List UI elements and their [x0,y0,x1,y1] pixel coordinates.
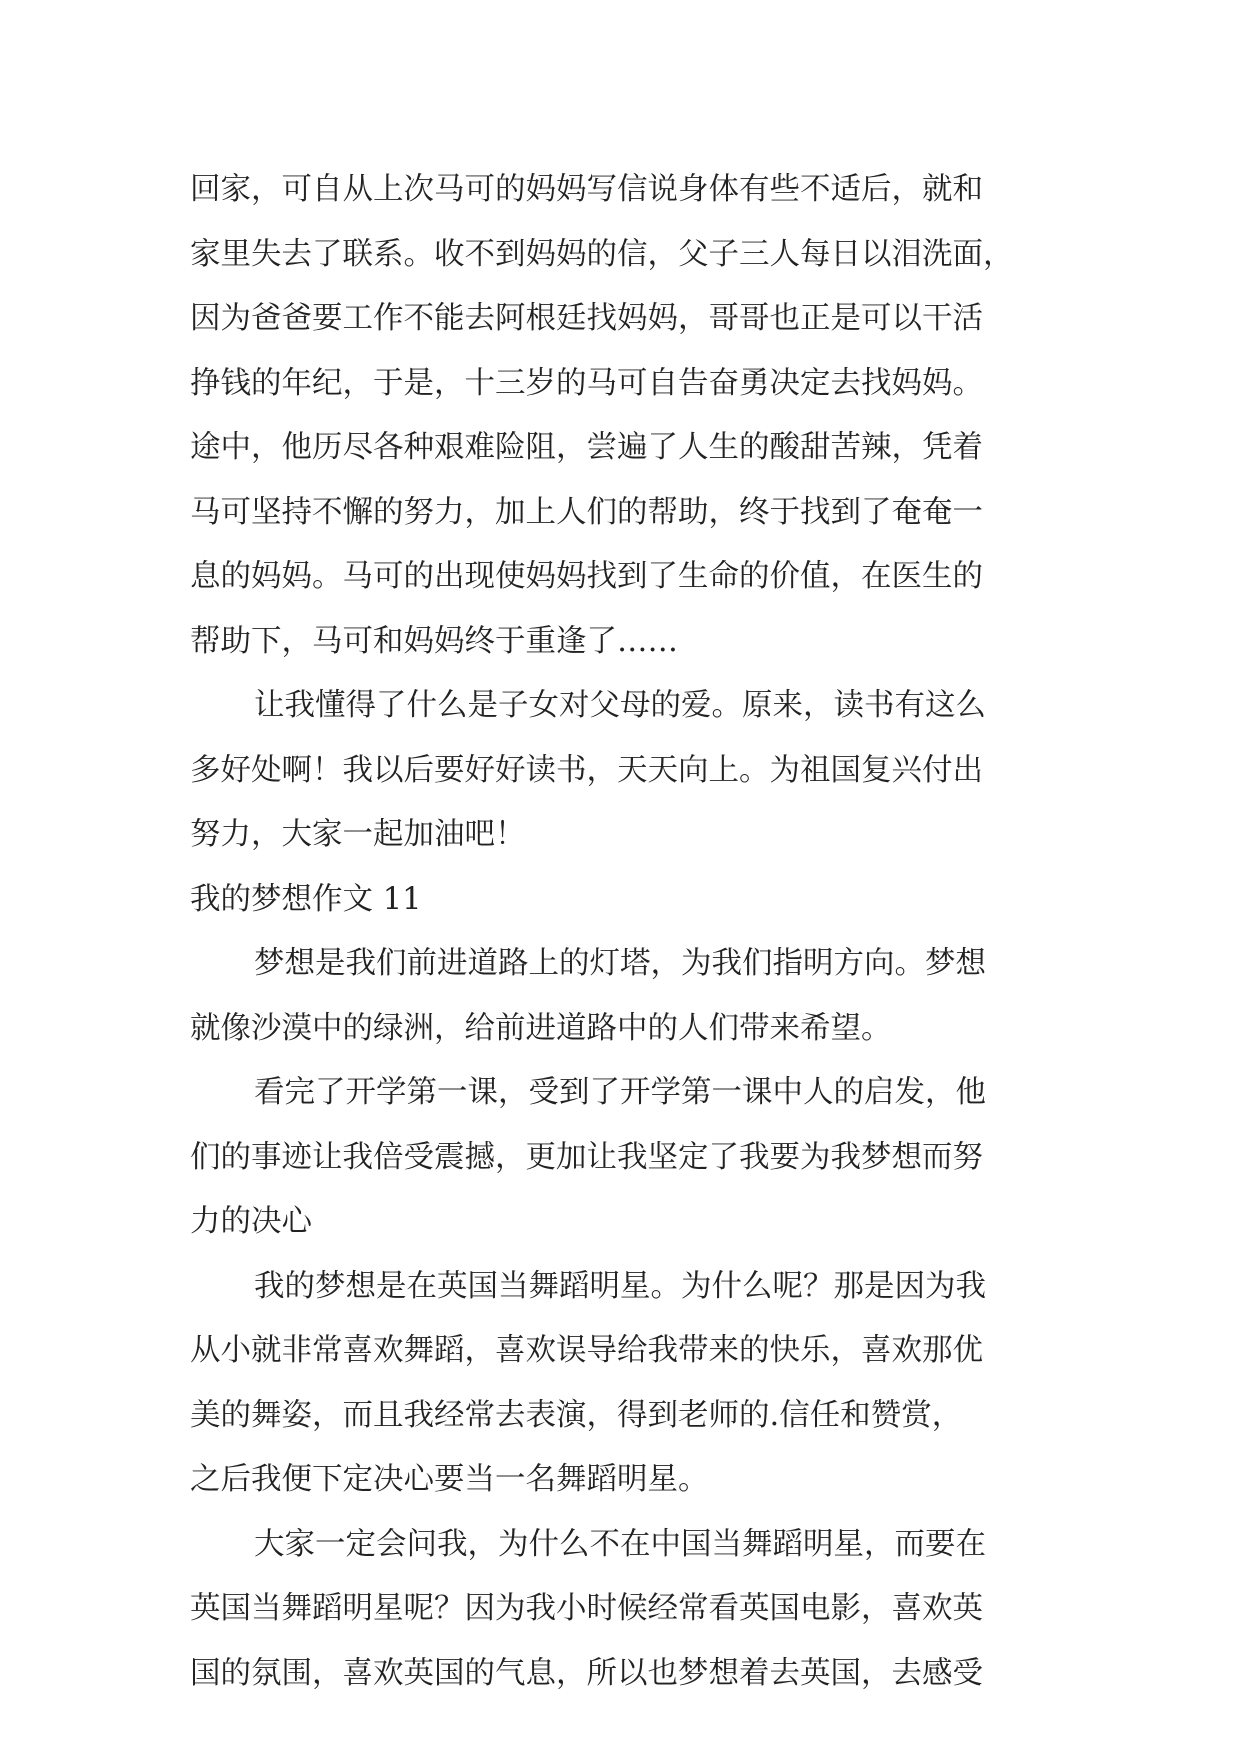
text-line: 们的事迹让我倍受震撼，更加让我坚定了我要为我梦想而努 [190,1139,983,1175]
text-line: 途中，他历尽各种艰难险阻，尝遍了人生的酸甜苦辣，凭着 [190,430,983,465]
text-line: 力的决心 [190,1204,312,1239]
paragraph-first-line: 看完了开学第一课，受到了开学第一课中人的启发，他 [254,1075,986,1110]
text-line: 多好处啊！我以后要好好读书，天天向上。为祖国复兴付出 [190,752,983,788]
paragraph-first-line: 让我懂得了什么是子女对父母的爱。原来，读书有这么 [254,688,986,723]
document-body [190,158,1060,1706]
text-line: 帮助下，马可和妈妈终于重逢了…… [190,623,678,659]
text-line: 英国当舞蹈明星呢？因为我小时候经常看英国电影，喜欢英 [190,1591,983,1626]
text-line: 回家，可自从上次马可的妈妈写信说身体有些不适后，就和 [190,172,983,207]
text-line: 家里失去了联系。收不到妈妈的信，父子三人每日以泪洗面， [190,236,1014,272]
text-line: 息的妈妈。马可的出现使妈妈找到了生命的价值，在医生的 [190,559,983,594]
paragraph-first-line: 大家一定会问我，为什么不在中国当舞蹈明星，而要在 [254,1526,986,1562]
text-line: 国的氛围，喜欢英国的气息，所以也梦想着去英国，去感受 [190,1655,983,1691]
text-line: 从小就非常喜欢舞蹈，喜欢误导给我带来的快乐，喜欢那优 [190,1333,983,1368]
section-heading: 我的梦想作文 11 [190,881,422,917]
text-line: 因为爸爸要工作不能去阿根廷找妈妈，哥哥也正是可以干活 [190,301,983,336]
text-line: 之后我便下定决心要当一名舞蹈明星。 [190,1462,709,1497]
text-line: 美的舞姿，而且我经常去表演，得到老师的.信任和赞赏， [190,1397,963,1433]
text-line: 努力，大家一起加油吧！ [190,817,526,852]
paragraph-first-line: 梦想是我们前进道路上的灯塔，为我们指明方向。梦想 [254,946,986,981]
text-line: 就像沙漠中的绿洲，给前进道路中的人们带来希望。 [190,1010,892,1046]
text-line: 挣钱的年纪，于是，十三岁的马可自告奋勇决定去找妈妈。 [190,365,983,401]
paragraph-first-line: 我的梦想是在英国当舞蹈明星。为什么呢？那是因为我 [254,1268,986,1304]
text-line: 马可坚持不懈的努力，加上人们的帮助，终于找到了奄奄一 [190,494,983,530]
